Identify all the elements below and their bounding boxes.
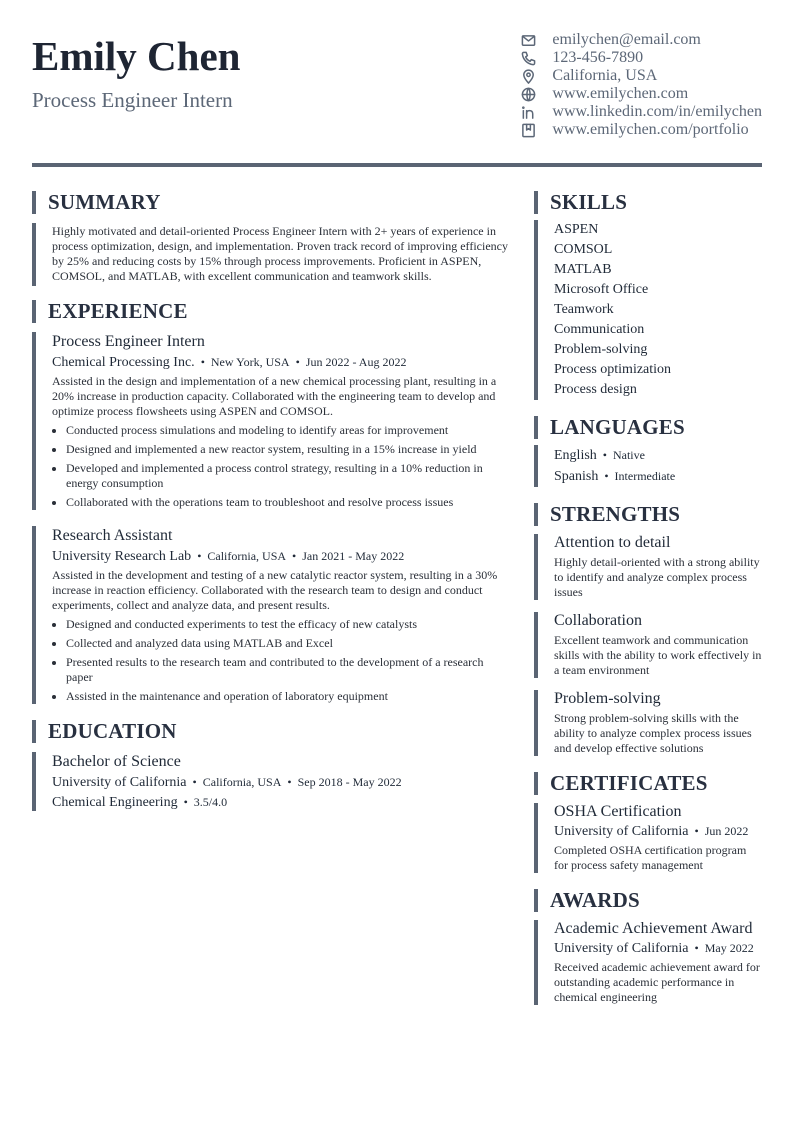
section-title: AWARDS [534, 889, 762, 912]
job-title: Research Assistant [52, 527, 173, 544]
linkedin-icon [520, 104, 536, 120]
job-company: Chemical Processing Inc. [52, 355, 195, 370]
degree: Bachelor of Science [52, 753, 181, 770]
school-location: California, USA [202, 775, 282, 789]
language-level: Native [612, 448, 645, 462]
header-divider [32, 163, 762, 167]
strength-desc: Excellent teamwork and communication skills with the ability to work effectively in a team environment [554, 633, 762, 677]
language-name: Spanish [554, 469, 599, 484]
section-title: EDUCATION [32, 720, 508, 743]
phone-icon [520, 50, 536, 66]
list-item: • Collaborated with the operations team to troubleshoot and resolve process issues [66, 495, 508, 510]
award-meta [554, 940, 762, 957]
certificate-title: OSHA Certification [554, 803, 682, 820]
award-date: May 2022 [704, 941, 754, 955]
education-meta [52, 774, 508, 791]
skill-item: COMSOL [554, 242, 613, 257]
contact-phone[interactable] [520, 49, 762, 67]
right-column [534, 191, 762, 1005]
resume-body [32, 191, 762, 1005]
identity [32, 30, 240, 139]
strengths-section [534, 503, 762, 756]
list-item: • Developed and implemented a process control strategy, resulting in a 10% reduction in energy consumption [66, 461, 508, 491]
list-item: • Collected and analyzed data using MATLAB and Excel [66, 636, 508, 651]
major-line [52, 794, 508, 811]
phone-text[interactable]: 123-456-7890 [552, 49, 644, 66]
email-text[interactable]: emilychen@email.com [552, 31, 701, 48]
job-bullets [52, 423, 508, 510]
language-name: English [554, 448, 597, 463]
certificate-issuer: University of California [554, 824, 689, 839]
award-title: Academic Achievement Award [554, 920, 753, 937]
globe-icon [520, 86, 536, 102]
list-item: • Presented results to the research team and contributed to the development of a research paper [66, 655, 508, 685]
portfolio-text[interactable]: www.emilychen.com/portfolio [552, 121, 749, 138]
separator-dot: • [183, 795, 188, 809]
list-item: • Designed and conducted experiments to test the efficacy of new catalysts [66, 617, 508, 632]
summary-block [32, 223, 508, 286]
languages-section [534, 416, 762, 487]
contact-location [520, 67, 762, 85]
skill-item: ASPEN [554, 222, 599, 237]
separator-dot: • [602, 448, 607, 462]
job-location: California, USA [207, 549, 287, 563]
strength-desc: Highly detail-oriented with a strong ability to identify and analyze complex process issues [554, 555, 760, 599]
job-title: Process Engineer Intern [52, 333, 205, 350]
languages-block [534, 445, 762, 487]
job-location: New York, USA [210, 355, 290, 369]
separator-dot: • [694, 941, 699, 955]
location-pin-icon [520, 68, 536, 84]
website-text[interactable]: www.emilychen.com [552, 85, 689, 102]
candidate-role: Process Engineer Intern [32, 88, 233, 112]
strength-entry [534, 690, 762, 756]
major: Chemical Engineering [52, 795, 178, 810]
list-item: • Designed and implemented a new reactor system, resulting in a 15% increase in yield [66, 442, 508, 457]
job-dates: Jun 2022 - Aug 2022 [305, 355, 407, 369]
separator-dot: • [287, 775, 292, 789]
list-item: • Assisted in the maintenance and operation of laboratory equipment [66, 689, 508, 704]
linkedin-text[interactable]: www.linkedin.com/in/emilychen [552, 103, 762, 120]
strength-title: Problem-solving [554, 690, 661, 707]
section-title: CERTIFICATES [534, 772, 762, 795]
job-description: Assisted in the design and implementation of a new chemical processing plant, resulting in a 20% increase in production capacity. Collaborated with the engineering team to develop and optimize process flowsheets using ASPEN and COMSOL. [52, 374, 497, 418]
awards-section [534, 889, 762, 1005]
list-item: • Conducted process simulations and modeling to identify areas for improvement [66, 423, 508, 438]
resume-header [32, 30, 762, 139]
separator-dot: • [295, 355, 300, 369]
award-issuer: University of California [554, 941, 689, 956]
contact-linkedin[interactable] [520, 103, 762, 121]
strength-entry [534, 612, 762, 678]
separator-dot: • [694, 824, 699, 838]
job-dates: Jan 2021 - May 2022 [302, 549, 405, 563]
job-description: Assisted in the development and testing of a new catalytic reactor system, resulting in a 30% increase in reaction efficiency. Collaborated with the research team to design and conduct experiments, collect and analyze data, and present results. [52, 568, 498, 612]
skill-item: Teamwork [554, 302, 614, 317]
section-title: STRENGTHS [534, 503, 762, 526]
separator-dot: • [192, 775, 197, 789]
strength-desc: Strong problem-solving skills with the ability to analyze complex process issues and develop effective solutions [554, 711, 752, 755]
certificate-date: Jun 2022 [704, 824, 749, 838]
section-title: EXPERIENCE [32, 300, 508, 323]
school: University of California [52, 775, 187, 790]
skill-item: Process optimization [554, 362, 672, 377]
skill-item: Process design [554, 382, 637, 397]
candidate-name: Emily Chen [32, 33, 241, 79]
contact-list [520, 31, 762, 139]
section-title: SUMMARY [32, 191, 508, 214]
language-item [554, 445, 762, 466]
summary-section [32, 191, 508, 286]
job-meta [52, 354, 508, 371]
education-entry [32, 752, 508, 811]
gpa: 3.5/4.0 [193, 795, 228, 809]
certificate-entry [534, 803, 762, 873]
award-desc: Received academic achievement award for outstanding academic performance in chemical engineering [554, 960, 760, 1004]
job-meta [52, 548, 508, 565]
contact-email[interactable] [520, 31, 762, 49]
experience-entry [32, 526, 508, 704]
contact-portfolio[interactable] [520, 121, 762, 139]
section-title: LANGUAGES [534, 416, 762, 439]
education-section [32, 720, 508, 811]
strength-title: Collaboration [554, 612, 642, 629]
separator-dot: • [200, 355, 205, 369]
certificates-section [534, 772, 762, 873]
bookmark-icon [520, 122, 536, 138]
separator-dot: • [604, 469, 609, 483]
location-text: California, USA [552, 67, 658, 84]
skills-section [534, 191, 762, 400]
strength-title: Attention to detail [554, 534, 671, 551]
skills-block [534, 220, 762, 400]
certificate-meta [554, 823, 762, 840]
strength-entry [534, 534, 762, 600]
experience-entry [32, 332, 508, 510]
envelope-icon [520, 32, 536, 48]
skill-item: MATLAB [554, 262, 612, 277]
award-entry [534, 920, 762, 1005]
language-item [554, 466, 762, 487]
skill-item: Communication [554, 322, 645, 337]
certificate-desc: Completed OSHA certification program for process safety management [554, 843, 747, 872]
left-column [32, 191, 508, 1005]
skill-item: Microsoft Office [554, 282, 649, 297]
separator-dot: • [197, 549, 202, 563]
summary-text: Highly motivated and detail-oriented Process Engineer Intern with 2+ years of experience in process optimization, design, and implementation. Proven track record of improving efficiency by 25% and reducing costs by 15% through process improvements. Proficient in ASPEN, COMSOL, and MATLAB, with excellent communication and teamwork skills. [52, 224, 508, 283]
section-title: SKILLS [534, 191, 762, 214]
contact-website[interactable] [520, 85, 762, 103]
language-level: Intermediate [614, 469, 676, 483]
job-company: University Research Lab [52, 549, 192, 564]
education-dates: Sep 2018 - May 2022 [297, 775, 402, 789]
separator-dot: • [292, 549, 297, 563]
experience-section [32, 300, 508, 704]
skill-item: Problem-solving [554, 342, 648, 357]
job-bullets [52, 617, 508, 704]
